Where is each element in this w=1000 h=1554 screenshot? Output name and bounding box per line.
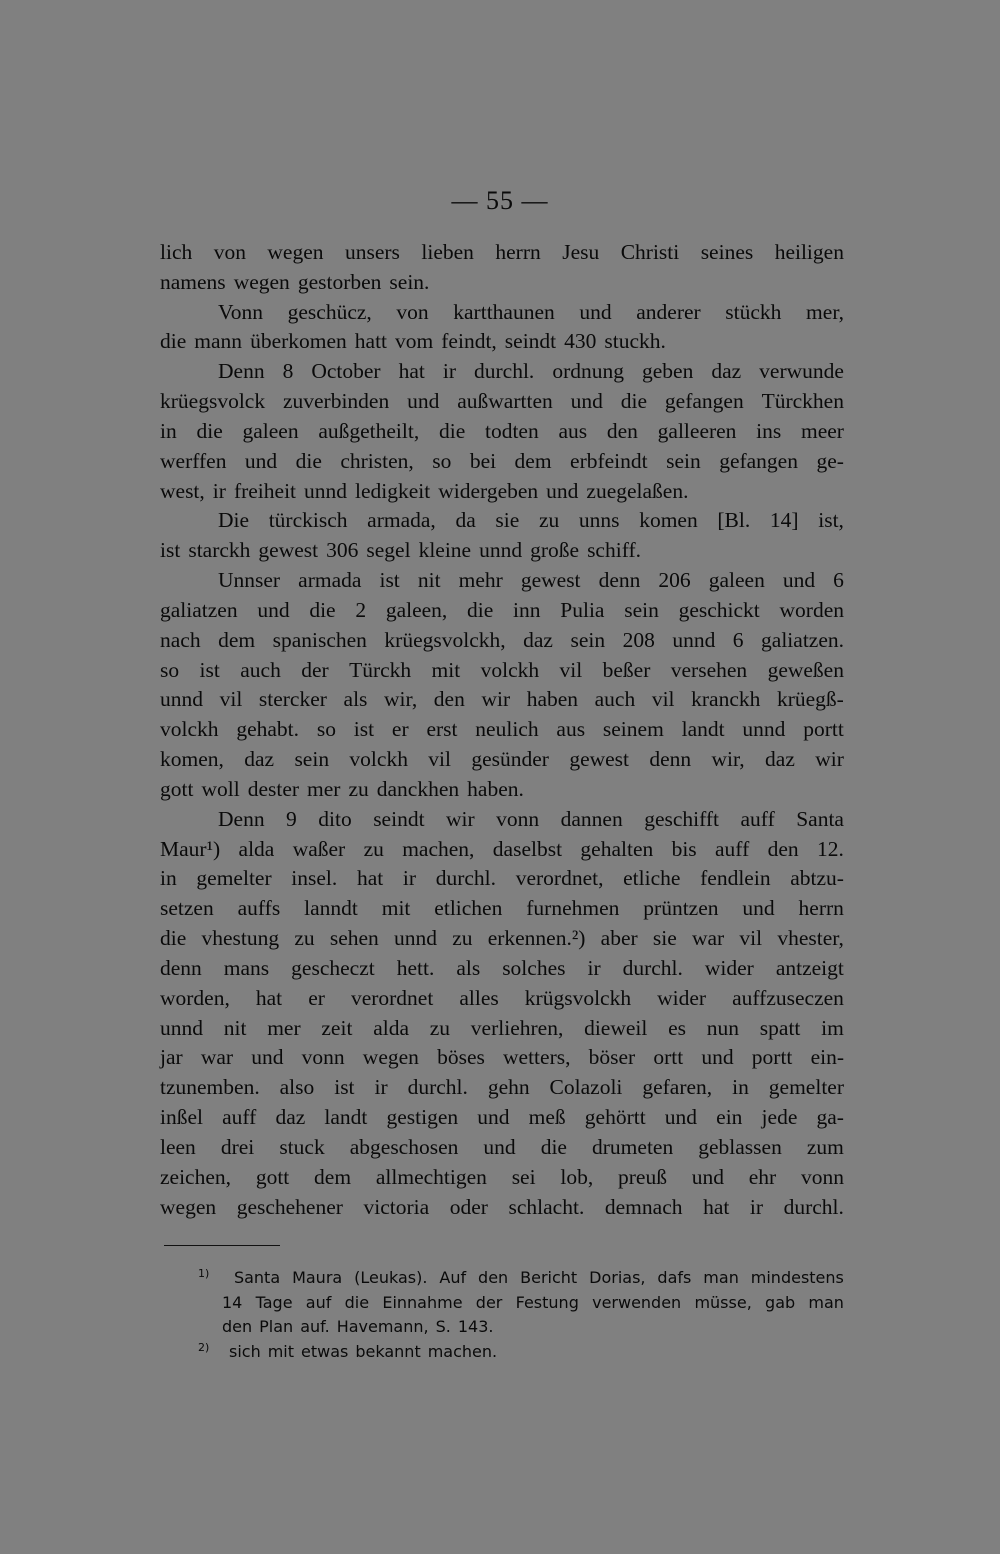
footnote-line: 2) sich mit etwas bekannt machen. [198, 1340, 498, 1361]
text-line: gott woll dester mer zu danckhen haben. [160, 776, 524, 801]
text-line: wegen geschehener victoria oder schlacht. demnach hat ir durchl. [160, 1194, 844, 1219]
text-line: volckh gehabt. so ist er erst neulich aus seinem landt unnd portt [160, 717, 844, 742]
text-line: Die türckisch armada, da sie zu unns komen [Bl. 14] ist, [218, 508, 844, 533]
footnote-mark: 2) [198, 1340, 210, 1354]
text-line: die mann überkomen hatt vom feindt, seindt 430 stuckh. [160, 329, 666, 354]
text-line: ist starckh gewest 306 segel kleine unnd große schiff. [160, 538, 642, 563]
text-line: unnd nit mer zeit alda zu verliehren, dieweil es nun spatt im [160, 1015, 844, 1040]
text-line: lich von wegen unsers lieben herrn Jesu Christi seines heiligen [160, 240, 844, 264]
text-line: namens wegen gestorben sein. [160, 269, 430, 294]
text-line: in gemelter insel. hat ir durchl. verordnet, etliche fendlein abtzu- [160, 866, 844, 891]
text-line: Unnser armada ist nit mehr gewest denn 206 galeen und 6 [218, 568, 844, 593]
text-line: inßel auff daz landt gestigen und meß gehörtt und ein jede ga- [160, 1105, 844, 1130]
text-line: nach dem spanischen krüegsvolckh, daz sein 208 unnd 6 galiatzen. [160, 627, 844, 652]
body-text [160, 240, 844, 1224]
footnote-line: den Plan auf. Havemann, S. 143. [222, 1317, 494, 1336]
text-line: worden, hat er verordnet alles krügsvolckh wider auffzuseczen [160, 985, 844, 1010]
text-line: jar war und vonn wegen böses wetters, böser ortt und portt ein- [160, 1045, 844, 1070]
text-line: Maur¹) alda waßer zu machen, daselbst gehalten bis auff den 12. [160, 836, 844, 861]
footnote-mark: 1) [198, 1267, 210, 1280]
text-line: Denn 9 dito seindt wir vonn dannen geschifft auff Santa [218, 806, 844, 831]
text-line: in die galeen außgetheilt, die todten aus den galleeren ins meer [160, 418, 844, 443]
text-line: west, ir freiheit unnd ledigkeit widergeben und zuegelaßen. [160, 478, 689, 503]
page-number: — 55 — [451, 186, 549, 215]
text-line: galiatzen und die 2 galeen, die inn Pulia sein geschickt worden [160, 597, 844, 622]
text-line: so ist auch der Türckh mit volckh vil beßer versehen geweßen [160, 657, 844, 682]
text-line: Vonn geschücz, von kartthaunen und anderer stückh mer, [218, 299, 844, 324]
footnote-line: 14 Tage auf die Einnahme der Festung verwenden müsse, gab man [222, 1292, 844, 1312]
text-line: zeichen, gott dem allmechtigen sei lob, preuß und ehr vonn [160, 1164, 844, 1189]
text-line: unnd vil stercker als wir, den wir haben auch vil kranckh krüegß- [160, 687, 844, 712]
text-line: werffen und die christen, so bei dem erbfeindt sein gefangen ge- [160, 448, 844, 473]
text-line: Denn 8 October hat ir durchl. ordnung geben daz verwunde [218, 359, 844, 384]
footnote-separator [164, 1245, 280, 1246]
footnotes [198, 1268, 844, 1366]
text-line: krüegsvolck zuverbinden und außwartten und die gefangen Türckhen [160, 389, 844, 414]
text-line: tzunemben. also ist ir durchl. gehn Colazoli gefaren, in gemelter [160, 1075, 844, 1100]
text-line: die vhestung zu sehen unnd zu erkennen.²) aber sie war vil vhester, [160, 926, 844, 951]
footnote-line: 1) Santa Maura (Leukas). Auf den Bericht Dorias, dafs man mindestens [198, 1267, 844, 1287]
text-line: setzen auffs lanndt mit etlichen furnehmen prüntzen und herrn [160, 896, 844, 921]
text-line: leen drei stuck abgeschosen und die drumeten geblassen zum [160, 1134, 844, 1159]
text-line: komen, daz sein volckh vil gesünder gewest denn wir, daz wir [160, 747, 844, 772]
text-line: denn mans gescheczt hett. als solches ir durchl. wider antzeigt [160, 955, 844, 980]
